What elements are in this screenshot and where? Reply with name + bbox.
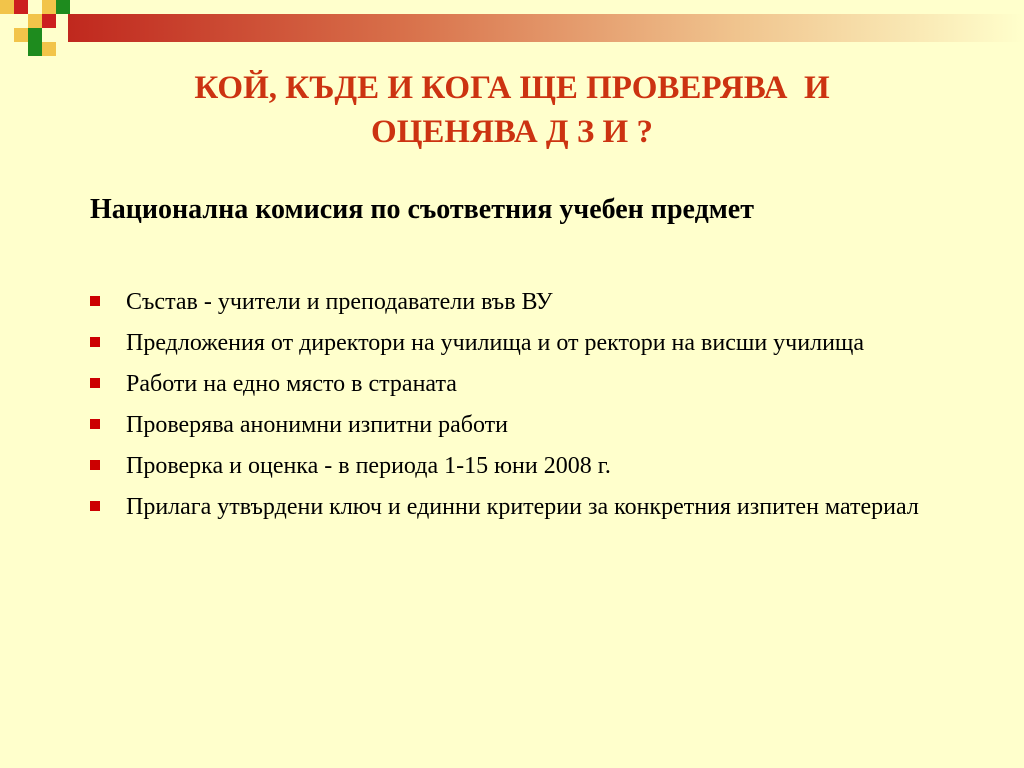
- header-gradient-bar: [68, 14, 1024, 42]
- decor-square: [28, 42, 42, 56]
- bullet-item: [88, 326, 968, 360]
- decor-square: [42, 14, 56, 28]
- decor-square: [42, 42, 56, 56]
- decor-square: [0, 0, 14, 14]
- title-line-2: ОЦЕНЯВА Д З И ?: [371, 114, 653, 150]
- decor-square: [14, 0, 28, 14]
- decor-square: [14, 28, 28, 42]
- bullet-item: [88, 490, 968, 524]
- bullet-text: Проверява анонимни изпитни работи: [126, 412, 509, 438]
- bullet-item: [88, 449, 968, 483]
- bullet-text: Състав - учители и преподаватели във ВУ: [126, 289, 553, 315]
- decor-square: [56, 0, 70, 14]
- square-bullet-icon: [90, 501, 100, 511]
- square-bullet-icon: [90, 378, 100, 388]
- square-bullet-icon: [90, 337, 100, 347]
- title-line-1: КОЙ, КЪДЕ И КОГА ЩЕ ПРОВЕРЯВА И: [194, 70, 830, 106]
- square-bullet-icon: [90, 419, 100, 429]
- slide-subtitle: Национална комисия по съответния учебен предмет: [90, 194, 754, 225]
- slide-title: [90, 66, 934, 154]
- square-bullet-icon: [90, 296, 100, 306]
- bullet-item: [88, 408, 968, 442]
- bullet-text: Проверка и оценка - в периода 1-15 юни 2008 г.: [126, 453, 611, 479]
- bullet-text: Работи на едно място в страната: [126, 371, 457, 397]
- corner-decoration: [0, 0, 1024, 70]
- bullet-item: [88, 367, 968, 401]
- bullet-item: [88, 285, 968, 319]
- bullet-text: Предложения от директори на училища и от ректори на висши училища: [126, 330, 865, 356]
- decor-square: [28, 28, 42, 42]
- bullet-list: [88, 285, 968, 531]
- square-bullet-icon: [90, 460, 100, 470]
- bullet-text: Прилага утвърдени ключ и единни критерии за конкретния изпитен материал: [126, 494, 919, 520]
- decor-square: [42, 0, 56, 14]
- decor-square: [28, 14, 42, 28]
